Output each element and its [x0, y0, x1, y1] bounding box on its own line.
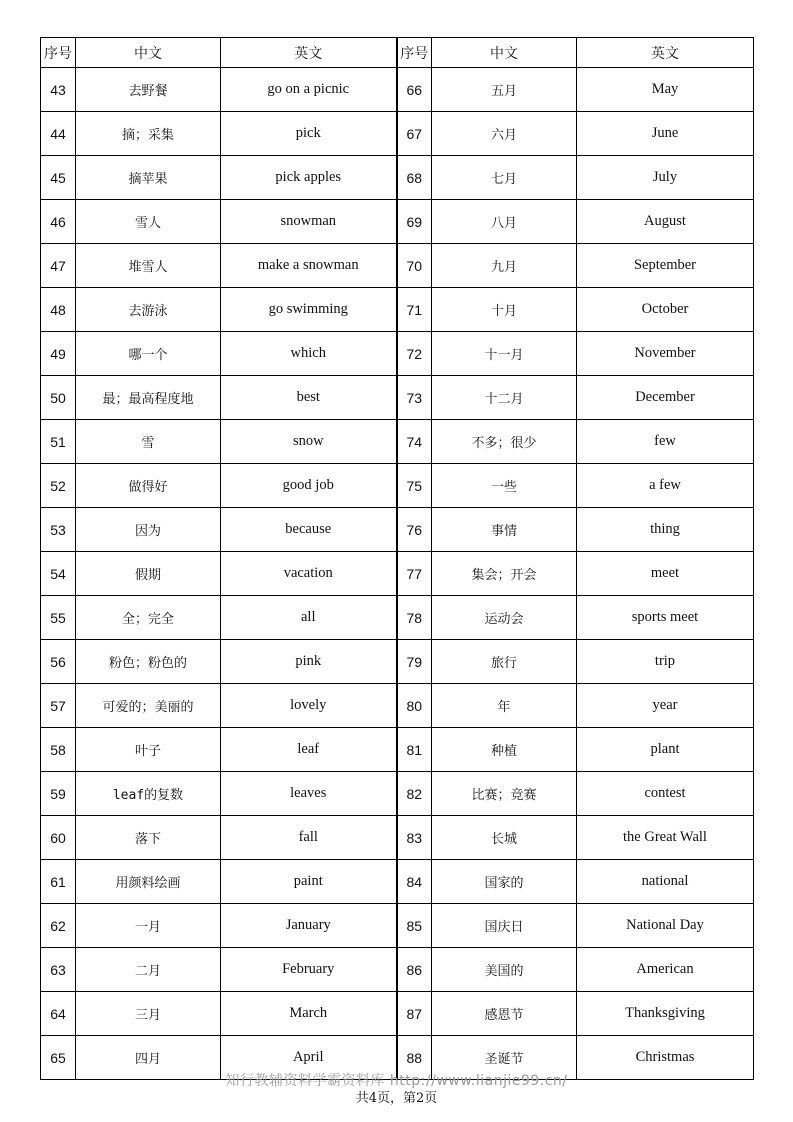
page-indicator: 共4页，第2页 — [355, 1091, 438, 1106]
cell-chinese-left: 去游泳 — [76, 288, 221, 332]
table-row — [41, 332, 754, 376]
header-chinese-right: 中文 — [432, 38, 577, 68]
cell-english-right: meet — [577, 552, 754, 596]
cell-chinese-left: 雪 — [76, 420, 221, 464]
table-row — [41, 816, 754, 860]
cell-english-right: November — [577, 332, 754, 376]
cell-english-right: plant — [577, 728, 754, 772]
cell-index-left: 50 — [41, 376, 76, 420]
cell-index-left: 43 — [41, 68, 76, 112]
cell-chinese-right: 十月 — [432, 288, 577, 332]
cell-chinese-left: 摘；采集 — [76, 112, 221, 156]
cell-chinese-right: 国庆日 — [432, 904, 577, 948]
cell-index-right: 72 — [397, 332, 432, 376]
cell-english-right: June — [577, 112, 754, 156]
cell-english-left: January — [221, 904, 397, 948]
cell-english-right: thing — [577, 508, 754, 552]
table-row — [41, 552, 754, 596]
table-row — [41, 904, 754, 948]
cell-chinese-right: 美国的 — [432, 948, 577, 992]
cell-english-left: go on a picnic — [221, 68, 397, 112]
table-row — [41, 288, 754, 332]
cell-english-left: pick — [221, 112, 397, 156]
vocab-table — [40, 37, 754, 1080]
cell-index-right: 80 — [397, 684, 432, 728]
cell-chinese-left: 落下 — [76, 816, 221, 860]
cell-index-left: 51 — [41, 420, 76, 464]
cell-english-right: the Great Wall — [577, 816, 754, 860]
cell-chinese-right: 年 — [432, 684, 577, 728]
cell-index-right: 73 — [397, 376, 432, 420]
table-row — [41, 156, 754, 200]
cell-index-right: 67 — [397, 112, 432, 156]
header-chinese-left: 中文 — [76, 38, 221, 68]
cell-english-left: all — [221, 596, 397, 640]
cell-index-right: 68 — [397, 156, 432, 200]
table-row — [41, 508, 754, 552]
cell-english-left: leaves — [221, 772, 397, 816]
cell-english-left: snow — [221, 420, 397, 464]
cell-chinese-left: 假期 — [76, 552, 221, 596]
cell-english-right: September — [577, 244, 754, 288]
cell-chinese-right: 不多；很少 — [432, 420, 577, 464]
cell-english-right: national — [577, 860, 754, 904]
cell-chinese-right: 一些 — [432, 464, 577, 508]
cell-english-right: May — [577, 68, 754, 112]
header-index-left: 序号 — [41, 38, 76, 68]
cell-english-right: December — [577, 376, 754, 420]
table-row — [41, 112, 754, 156]
cell-english-right: sports meet — [577, 596, 754, 640]
cell-chinese-left: 叶子 — [76, 728, 221, 772]
cell-chinese-right: 圣诞节 — [432, 1036, 577, 1080]
cell-chinese-right: 八月 — [432, 200, 577, 244]
table-row — [41, 728, 754, 772]
cell-english-left: go swimming — [221, 288, 397, 332]
cell-index-left: 53 — [41, 508, 76, 552]
cell-index-right: 70 — [397, 244, 432, 288]
cell-english-left: make a snowman — [221, 244, 397, 288]
cell-chinese-left: 最；最高程度地 — [76, 376, 221, 420]
cell-chinese-right: 事情 — [432, 508, 577, 552]
cell-chinese-left: leaf的复数 — [76, 772, 221, 816]
table-row — [41, 948, 754, 992]
cell-index-left: 56 — [41, 640, 76, 684]
cell-index-right: 82 — [397, 772, 432, 816]
cell-chinese-right: 运动会 — [432, 596, 577, 640]
cell-chinese-left: 因为 — [76, 508, 221, 552]
cell-english-left: March — [221, 992, 397, 1036]
cell-index-right: 81 — [397, 728, 432, 772]
cell-index-left: 58 — [41, 728, 76, 772]
cell-index-left: 61 — [41, 860, 76, 904]
cell-chinese-right: 九月 — [432, 244, 577, 288]
cell-english-right: a few — [577, 464, 754, 508]
cell-index-right: 71 — [397, 288, 432, 332]
cell-chinese-right: 十二月 — [432, 376, 577, 420]
cell-index-right: 66 — [397, 68, 432, 112]
cell-english-left: which — [221, 332, 397, 376]
cell-chinese-left: 一月 — [76, 904, 221, 948]
cell-english-right: contest — [577, 772, 754, 816]
cell-chinese-right: 集会；开会 — [432, 552, 577, 596]
table-row — [41, 376, 754, 420]
table-row — [41, 244, 754, 288]
table-row — [41, 684, 754, 728]
cell-index-left: 65 — [41, 1036, 76, 1080]
cell-english-left: because — [221, 508, 397, 552]
cell-english-left: snowman — [221, 200, 397, 244]
header-row — [41, 38, 754, 68]
cell-chinese-left: 二月 — [76, 948, 221, 992]
cell-chinese-left: 去野餐 — [76, 68, 221, 112]
cell-index-left: 46 — [41, 200, 76, 244]
cell-index-left: 47 — [41, 244, 76, 288]
table-row — [41, 596, 754, 640]
cell-chinese-right: 五月 — [432, 68, 577, 112]
cell-index-right: 78 — [397, 596, 432, 640]
table-row — [41, 200, 754, 244]
cell-english-left: paint — [221, 860, 397, 904]
cell-index-right: 69 — [397, 200, 432, 244]
cell-chinese-left: 四月 — [76, 1036, 221, 1080]
cell-english-right: few — [577, 420, 754, 464]
cell-index-left: 63 — [41, 948, 76, 992]
cell-chinese-right: 旅行 — [432, 640, 577, 684]
cell-chinese-right: 七月 — [432, 156, 577, 200]
cell-index-left: 45 — [41, 156, 76, 200]
cell-index-left: 49 — [41, 332, 76, 376]
cell-chinese-left: 哪一个 — [76, 332, 221, 376]
cell-chinese-right: 十一月 — [432, 332, 577, 376]
cell-english-left: best — [221, 376, 397, 420]
cell-index-right: 83 — [397, 816, 432, 860]
cell-english-left: February — [221, 948, 397, 992]
cell-index-right: 87 — [397, 992, 432, 1036]
cell-english-right: August — [577, 200, 754, 244]
cell-index-right: 75 — [397, 464, 432, 508]
cell-index-right: 79 — [397, 640, 432, 684]
cell-index-left: 64 — [41, 992, 76, 1036]
cell-chinese-left: 雪人 — [76, 200, 221, 244]
cell-english-left: lovely — [221, 684, 397, 728]
cell-chinese-left: 做得好 — [76, 464, 221, 508]
cell-english-right: July — [577, 156, 754, 200]
table-row — [41, 860, 754, 904]
cell-index-right: 77 — [397, 552, 432, 596]
cell-english-left: vacation — [221, 552, 397, 596]
cell-index-left: 62 — [41, 904, 76, 948]
cell-index-left: 52 — [41, 464, 76, 508]
cell-chinese-left: 粉色；粉色的 — [76, 640, 221, 684]
cell-index-left: 54 — [41, 552, 76, 596]
cell-english-right: Christmas — [577, 1036, 754, 1080]
table-row — [41, 420, 754, 464]
cell-chinese-left: 可爱的；美丽的 — [76, 684, 221, 728]
cell-chinese-right: 六月 — [432, 112, 577, 156]
cell-english-left: fall — [221, 816, 397, 860]
cell-english-left: good job — [221, 464, 397, 508]
cell-chinese-left: 用颜料绘画 — [76, 860, 221, 904]
header-english-right: 英文 — [577, 38, 754, 68]
table-row — [41, 992, 754, 1036]
header-english-left: 英文 — [221, 38, 397, 68]
cell-english-right: National Day — [577, 904, 754, 948]
cell-english-right: year — [577, 684, 754, 728]
cell-english-left: pick apples — [221, 156, 397, 200]
cell-chinese-right: 国家的 — [432, 860, 577, 904]
cell-index-right: 76 — [397, 508, 432, 552]
cell-english-right: trip — [577, 640, 754, 684]
cell-index-left: 55 — [41, 596, 76, 640]
cell-index-right: 86 — [397, 948, 432, 992]
header-index-right: 序号 — [397, 38, 432, 68]
table-row — [41, 772, 754, 816]
cell-index-right: 74 — [397, 420, 432, 464]
cell-index-right: 88 — [397, 1036, 432, 1080]
footer-watermark: 知行教辅资料学霸资料库 http://www.lianjie99.cn/ — [225, 1073, 568, 1089]
cell-chinese-right: 感恩节 — [432, 992, 577, 1036]
cell-index-right: 85 — [397, 904, 432, 948]
cell-english-left: April — [221, 1036, 397, 1080]
cell-index-left: 60 — [41, 816, 76, 860]
cell-index-left: 59 — [41, 772, 76, 816]
cell-index-left: 48 — [41, 288, 76, 332]
cell-chinese-right: 种植 — [432, 728, 577, 772]
vocab-body — [41, 68, 754, 1080]
cell-index-left: 57 — [41, 684, 76, 728]
cell-english-right: Thanksgiving — [577, 992, 754, 1036]
cell-index-right: 84 — [397, 860, 432, 904]
cell-chinese-left: 三月 — [76, 992, 221, 1036]
table-row — [41, 68, 754, 112]
cell-chinese-right: 比赛；竞赛 — [432, 772, 577, 816]
cell-index-left: 44 — [41, 112, 76, 156]
cell-chinese-left: 摘苹果 — [76, 156, 221, 200]
table-row — [41, 464, 754, 508]
cell-chinese-left: 全；完全 — [76, 596, 221, 640]
cell-english-right: October — [577, 288, 754, 332]
cell-english-left: pink — [221, 640, 397, 684]
cell-chinese-left: 堆雪人 — [76, 244, 221, 288]
table-row — [41, 640, 754, 684]
cell-english-right: American — [577, 948, 754, 992]
cell-chinese-right: 长城 — [432, 816, 577, 860]
cell-english-left: leaf — [221, 728, 397, 772]
